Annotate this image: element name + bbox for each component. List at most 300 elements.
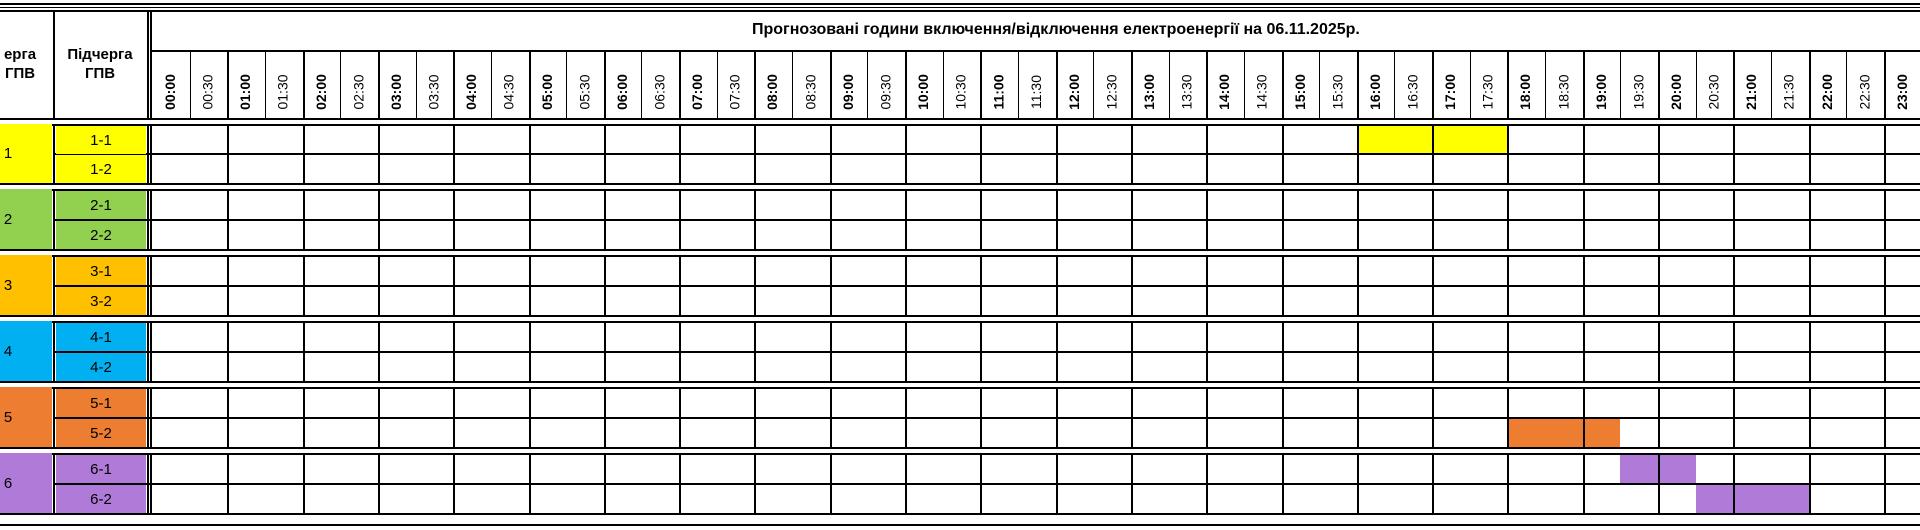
queue-label: 2 xyxy=(3,210,13,228)
hour-divider xyxy=(1733,321,1735,381)
outage-bar-6-2 xyxy=(1696,485,1809,513)
header-slot-divider xyxy=(453,50,455,118)
time-slot-1530 xyxy=(1322,52,1352,132)
frame-top-line xyxy=(0,3,1920,5)
time-slot-2200 xyxy=(1812,52,1842,132)
queue-column-separator xyxy=(53,124,55,183)
queue-column-separator xyxy=(53,453,55,513)
time-slot-1000 xyxy=(908,52,938,132)
hour-divider xyxy=(679,387,681,447)
hour-divider xyxy=(227,255,229,315)
header-slot-divider xyxy=(867,50,868,118)
time-slot-1130 xyxy=(1021,52,1051,132)
header-slot-divider xyxy=(1131,50,1133,118)
hour-divider xyxy=(905,124,907,183)
group-bottom-border xyxy=(0,447,1920,449)
hour-divider xyxy=(453,321,455,381)
header-slot-divider xyxy=(1394,50,1395,118)
hour-divider xyxy=(754,321,756,381)
header-slot-divider xyxy=(378,50,380,118)
hour-divider xyxy=(1809,321,1811,381)
hour-divider xyxy=(378,387,380,447)
grid-left-border xyxy=(150,124,152,183)
hour-divider xyxy=(1206,124,1208,183)
subqueue-cell-1-1: 1-1 xyxy=(56,126,146,154)
hour-divider xyxy=(980,321,982,381)
hour-divider xyxy=(1282,255,1284,315)
hour-divider xyxy=(1884,189,1886,249)
header-slot-divider xyxy=(1018,50,1019,118)
hour-divider xyxy=(453,124,455,183)
hour-divider xyxy=(1733,453,1735,513)
hour-divider xyxy=(227,124,229,183)
hour-divider xyxy=(378,124,380,183)
header-slot-divider xyxy=(1884,50,1886,118)
hour-divider xyxy=(529,189,531,249)
hour-divider xyxy=(1357,321,1359,381)
time-slot-label: 05:30 xyxy=(576,74,593,110)
hour-divider xyxy=(679,255,681,315)
hour-divider xyxy=(905,387,907,447)
hour-divider xyxy=(1206,321,1208,381)
time-slot-0000 xyxy=(155,52,185,132)
hour-divider xyxy=(378,321,380,381)
hour-divider xyxy=(1583,321,1585,381)
time-slot-1500 xyxy=(1285,52,1315,132)
hour-divider xyxy=(1884,453,1886,513)
time-slot-label: 14:30 xyxy=(1253,74,1270,110)
hour-divider xyxy=(679,189,681,249)
hour-divider xyxy=(754,387,756,447)
header-slot-divider xyxy=(1545,50,1546,118)
header-slot-divider xyxy=(641,50,642,118)
hour-divider xyxy=(830,189,832,249)
subqueue-cell-5-1: 5-1 xyxy=(56,389,146,417)
time-slot-label: 13:30 xyxy=(1178,74,1195,110)
hour-divider xyxy=(1884,321,1886,381)
schedule-title: Прогнозовані години включення/відключення електроенергії на 06.11.2025р. xyxy=(752,21,1360,38)
header-slot-divider xyxy=(792,50,793,118)
hour-divider xyxy=(1507,124,1509,183)
hour-divider xyxy=(227,321,229,381)
hour-divider xyxy=(830,321,832,381)
time-slot-label: 01:00 xyxy=(237,74,254,110)
hour-divider xyxy=(1432,453,1434,513)
subqueue-header xyxy=(54,10,146,118)
header-slot-divider xyxy=(1771,50,1772,118)
hour-divider xyxy=(529,453,531,513)
time-slot-1700 xyxy=(1435,52,1465,132)
grid-left-border xyxy=(150,387,152,447)
queue-label: 1 xyxy=(3,145,13,162)
header-slot-divider xyxy=(980,50,982,118)
hour-divider xyxy=(604,189,606,249)
frame-top-inner-line xyxy=(0,7,1920,8)
time-slot-label: 22:30 xyxy=(1856,74,1873,110)
time-slot-label: 02:30 xyxy=(350,74,367,110)
time-slot-2130 xyxy=(1774,52,1804,132)
hour-divider xyxy=(1432,124,1434,183)
time-slot-1200 xyxy=(1059,52,1089,132)
header-slot-divider xyxy=(227,50,229,118)
group-top-border xyxy=(0,387,1920,389)
time-slot-label: 15:30 xyxy=(1329,74,1346,110)
time-slot-label: 00:30 xyxy=(199,74,216,110)
hour-divider xyxy=(1206,453,1208,513)
header-slot-divider xyxy=(1620,50,1621,118)
hour-divider xyxy=(1583,255,1585,315)
hour-divider xyxy=(453,387,455,447)
subqueue-column-separator xyxy=(147,124,149,183)
time-slot-2230 xyxy=(1849,52,1879,132)
hour-divider xyxy=(1056,124,1058,183)
queue-header xyxy=(0,10,52,118)
hour-divider xyxy=(1809,255,1811,315)
hour-divider xyxy=(1056,255,1058,315)
time-slot-label: 07:30 xyxy=(726,74,743,110)
hour-divider xyxy=(1658,255,1660,315)
time-slot-0330 xyxy=(419,52,449,132)
subqueue-cell-4-1: 4-1 xyxy=(56,323,146,351)
queue-header-line2: ГПВ xyxy=(4,65,36,82)
time-slot-2030 xyxy=(1699,52,1729,132)
header-slot-divider xyxy=(340,50,341,118)
group-bottom-border xyxy=(0,381,1920,383)
hour-divider xyxy=(1809,189,1811,249)
hour-divider xyxy=(1809,453,1811,513)
time-slot-0900 xyxy=(833,52,863,132)
time-slot-label: 19:30 xyxy=(1630,74,1647,110)
time-slot-0230 xyxy=(343,52,373,132)
hour-divider xyxy=(1282,453,1284,513)
time-slot-label: 06:30 xyxy=(651,74,668,110)
time-slot-label: 21:00 xyxy=(1743,74,1760,110)
time-slot-0630 xyxy=(644,52,674,132)
outage-bar-5-2 xyxy=(1507,419,1620,447)
hour-divider xyxy=(980,255,982,315)
hour-divider xyxy=(1131,321,1133,381)
hour-divider xyxy=(1583,189,1585,249)
hour-divider xyxy=(1658,453,1660,513)
time-slot-label: 04:30 xyxy=(500,74,517,110)
group-top-border xyxy=(0,189,1920,191)
time-slot-label: 18:00 xyxy=(1517,74,1534,110)
hour-divider xyxy=(1432,189,1434,249)
time-slot-label: 05:00 xyxy=(538,74,555,110)
subqueue-cell-2-2: 2-2 xyxy=(56,221,146,249)
hour-divider xyxy=(830,255,832,315)
header-slot-divider xyxy=(679,50,681,118)
time-slot-label: 04:00 xyxy=(463,74,480,110)
time-slot-label: 18:30 xyxy=(1555,74,1572,110)
subqueue-column-separator xyxy=(147,255,149,315)
hour-divider xyxy=(604,453,606,513)
time-slot-label: 14:00 xyxy=(1216,74,1233,110)
hour-divider xyxy=(1131,189,1133,249)
hour-divider xyxy=(1658,189,1660,249)
time-slot-1430 xyxy=(1247,52,1277,132)
queue-header-line1: ерга xyxy=(3,46,37,63)
time-slot-2100 xyxy=(1736,52,1766,132)
hour-divider xyxy=(1507,255,1509,315)
time-slot-2300 xyxy=(1887,52,1917,132)
subqueue-cell-1-2: 1-2 xyxy=(56,155,146,183)
subqueue-row-divider xyxy=(54,417,1920,419)
group-top-border xyxy=(0,321,1920,323)
time-slot-label: 20:00 xyxy=(1668,74,1684,110)
hour-divider xyxy=(227,189,229,249)
hour-divider xyxy=(1357,189,1359,249)
hour-divider xyxy=(1056,387,1058,447)
hour-divider xyxy=(1206,189,1208,249)
subqueue-column-separator xyxy=(147,453,149,513)
header-slot-divider xyxy=(1319,50,1320,118)
hour-divider xyxy=(1357,255,1359,315)
time-slot-1830 xyxy=(1548,52,1578,132)
hour-divider xyxy=(980,189,982,249)
time-slot-label: 21:30 xyxy=(1780,74,1797,110)
header-slot-divider xyxy=(943,50,944,118)
hour-divider xyxy=(453,255,455,315)
hour-divider xyxy=(679,124,681,183)
time-slot-label: 15:00 xyxy=(1291,74,1308,110)
header-slot-divider xyxy=(1244,50,1245,118)
time-slot-label: 20:30 xyxy=(1705,74,1722,110)
hour-divider xyxy=(529,124,531,183)
time-slot-label: 03:00 xyxy=(387,74,404,110)
time-slot-0730 xyxy=(720,52,750,132)
header-slot-divider xyxy=(1846,50,1847,118)
hour-divider xyxy=(905,453,907,513)
hour-divider xyxy=(1282,189,1284,249)
hour-divider xyxy=(905,255,907,315)
time-slot-label: 07:00 xyxy=(689,74,706,110)
header-slot-divider xyxy=(416,50,417,118)
hour-divider xyxy=(1507,321,1509,381)
header-slot-divider xyxy=(1206,50,1208,118)
time-slot-label: 11:30 xyxy=(1027,75,1044,109)
time-slot-0530 xyxy=(569,52,599,132)
hour-divider xyxy=(1432,321,1434,381)
group-bottom-border xyxy=(0,513,1920,515)
hour-divider xyxy=(529,321,531,381)
hour-divider xyxy=(1056,321,1058,381)
hour-divider xyxy=(1206,255,1208,315)
subqueue-row-divider xyxy=(54,153,1920,155)
time-slot-label: 10:30 xyxy=(952,74,969,110)
header-slot-divider xyxy=(1696,50,1697,118)
hour-divider xyxy=(830,124,832,183)
header-slot-divider xyxy=(754,50,756,118)
hour-divider xyxy=(1432,387,1434,447)
time-slot-label: 10:00 xyxy=(915,74,931,110)
time-slot-0800 xyxy=(757,52,787,132)
time-slot-1630 xyxy=(1397,52,1427,132)
hour-divider xyxy=(754,124,756,183)
queue-label: 5 xyxy=(3,408,13,426)
time-slot-label: 22:00 xyxy=(1818,74,1835,110)
hour-divider xyxy=(1658,124,1660,183)
hour-divider xyxy=(604,321,606,381)
time-slot-0300 xyxy=(381,52,411,132)
hour-divider xyxy=(1733,387,1735,447)
group-bottom-border xyxy=(0,315,1920,317)
subqueue-cell-5-2: 5-2 xyxy=(56,419,146,447)
time-slot-1930 xyxy=(1623,52,1653,132)
group-bottom-border xyxy=(0,183,1920,185)
subqueue-row-divider xyxy=(54,351,1920,353)
subqueue-column-separator xyxy=(147,189,149,249)
time-slot-label: 23:00 xyxy=(1893,74,1910,110)
hour-divider xyxy=(1357,124,1359,183)
subqueue-cell-2-1: 2-1 xyxy=(56,191,146,219)
hour-divider xyxy=(227,453,229,513)
hour-divider xyxy=(1131,255,1133,315)
subqueue-column-separator xyxy=(147,321,149,381)
queue-label: 6 xyxy=(3,474,13,492)
time-slot-1100 xyxy=(983,52,1013,132)
time-slot-label: 12:30 xyxy=(1103,74,1120,110)
time-slot-label: 08:30 xyxy=(802,74,819,110)
queue-column-separator xyxy=(53,255,55,315)
header-slot-divider xyxy=(1583,50,1585,118)
hour-divider xyxy=(604,124,606,183)
grid-left-border xyxy=(150,189,152,249)
header-slot-divider xyxy=(1357,50,1359,118)
header-slot-divider xyxy=(717,50,718,118)
time-slot-label: 17:30 xyxy=(1479,74,1496,110)
header-slot-divider xyxy=(1169,50,1170,118)
hour-divider xyxy=(1583,124,1585,183)
subqueue-header-line2: ГПВ xyxy=(84,65,116,82)
grid-left-border xyxy=(150,255,152,315)
time-slot-0400 xyxy=(456,52,486,132)
time-slot-0130 xyxy=(268,52,298,132)
time-slot-0430 xyxy=(494,52,524,132)
time-slot-1800 xyxy=(1510,52,1540,132)
hour-divider xyxy=(1809,124,1811,183)
time-slot-1900 xyxy=(1586,52,1616,132)
time-slot-label: 13:00 xyxy=(1140,74,1157,110)
hour-divider xyxy=(378,189,380,249)
time-slot-0200 xyxy=(306,52,336,132)
time-slot-1300 xyxy=(1134,52,1164,132)
time-slot-label: 09:00 xyxy=(839,74,856,110)
hour-divider xyxy=(980,387,982,447)
hour-divider xyxy=(1432,255,1434,315)
subqueue-column-separator xyxy=(147,387,149,447)
header-slot-divider xyxy=(491,50,492,118)
header-slot-divider xyxy=(1470,50,1471,118)
hour-divider xyxy=(303,189,305,249)
hour-divider xyxy=(378,453,380,513)
subqueue-column-separator xyxy=(147,10,149,120)
header-slot-divider xyxy=(604,50,606,118)
hour-divider xyxy=(754,255,756,315)
header-slot-divider xyxy=(1507,50,1509,118)
header-slot-divider xyxy=(905,50,907,118)
hour-divider xyxy=(1206,387,1208,447)
hour-divider xyxy=(905,321,907,381)
subqueue-row-divider xyxy=(54,219,1920,221)
time-slot-label: 08:00 xyxy=(764,74,781,110)
hour-divider xyxy=(679,321,681,381)
group-bottom-border xyxy=(0,249,1920,251)
header-slot-divider xyxy=(1658,50,1660,118)
frame-bottom-line xyxy=(0,524,1920,526)
hour-divider xyxy=(1131,387,1133,447)
grid-left-border xyxy=(150,321,152,381)
time-slot-1730 xyxy=(1473,52,1503,132)
hour-divider xyxy=(1282,387,1284,447)
hour-divider xyxy=(1056,189,1058,249)
time-slot-0030 xyxy=(193,52,223,132)
subqueue-cell-4-2: 4-2 xyxy=(56,353,146,381)
time-slot-1030 xyxy=(946,52,976,132)
hour-divider xyxy=(1357,387,1359,447)
hour-divider xyxy=(1507,387,1509,447)
hour-divider xyxy=(980,124,982,183)
hour-divider xyxy=(1884,387,1886,447)
time-slot-0700 xyxy=(682,52,712,132)
hour-divider xyxy=(1733,255,1735,315)
time-slot-1330 xyxy=(1172,52,1202,132)
time-slot-0600 xyxy=(607,52,637,132)
time-slot-label: 16:30 xyxy=(1404,74,1421,110)
hour-divider xyxy=(1282,321,1284,381)
hour-divider xyxy=(529,387,531,447)
hour-divider xyxy=(1658,387,1660,447)
time-slot-label: 16:00 xyxy=(1366,74,1383,110)
queue-column-separator xyxy=(53,387,55,447)
header-slot-divider xyxy=(1733,50,1735,118)
group-top-border xyxy=(0,255,1920,257)
group-top-border xyxy=(0,453,1920,455)
header-slot-divider xyxy=(265,50,266,118)
hour-divider xyxy=(1733,124,1735,183)
queue-label: 3 xyxy=(3,276,13,294)
hour-divider xyxy=(1507,453,1509,513)
queue-column-separator xyxy=(53,189,55,249)
hour-divider xyxy=(1357,453,1359,513)
hour-divider xyxy=(754,453,756,513)
queue-column-separator xyxy=(53,321,55,381)
hour-divider xyxy=(303,124,305,183)
hour-divider xyxy=(1131,124,1133,183)
hour-divider xyxy=(1507,189,1509,249)
time-slot-label: 01:30 xyxy=(274,74,291,110)
subqueue-cell-3-1: 3-1 xyxy=(56,257,146,285)
hour-divider xyxy=(1884,255,1886,315)
time-slot-label: 06:00 xyxy=(613,74,630,110)
hour-divider xyxy=(303,255,305,315)
time-slot-1400 xyxy=(1209,52,1239,132)
header-slot-divider xyxy=(1432,50,1434,118)
subqueue-row-divider xyxy=(54,285,1920,287)
time-slot-0500 xyxy=(532,52,562,132)
hour-divider xyxy=(679,453,681,513)
hour-divider xyxy=(980,453,982,513)
hour-divider xyxy=(754,189,756,249)
hour-divider xyxy=(303,453,305,513)
subqueue-cell-3-2: 3-2 xyxy=(56,287,146,315)
hour-divider xyxy=(378,255,380,315)
hour-divider xyxy=(1884,124,1886,183)
hour-divider xyxy=(604,387,606,447)
subqueue-cell-6-1: 6-1 xyxy=(56,455,146,483)
hour-divider xyxy=(529,255,531,315)
hour-divider xyxy=(453,453,455,513)
